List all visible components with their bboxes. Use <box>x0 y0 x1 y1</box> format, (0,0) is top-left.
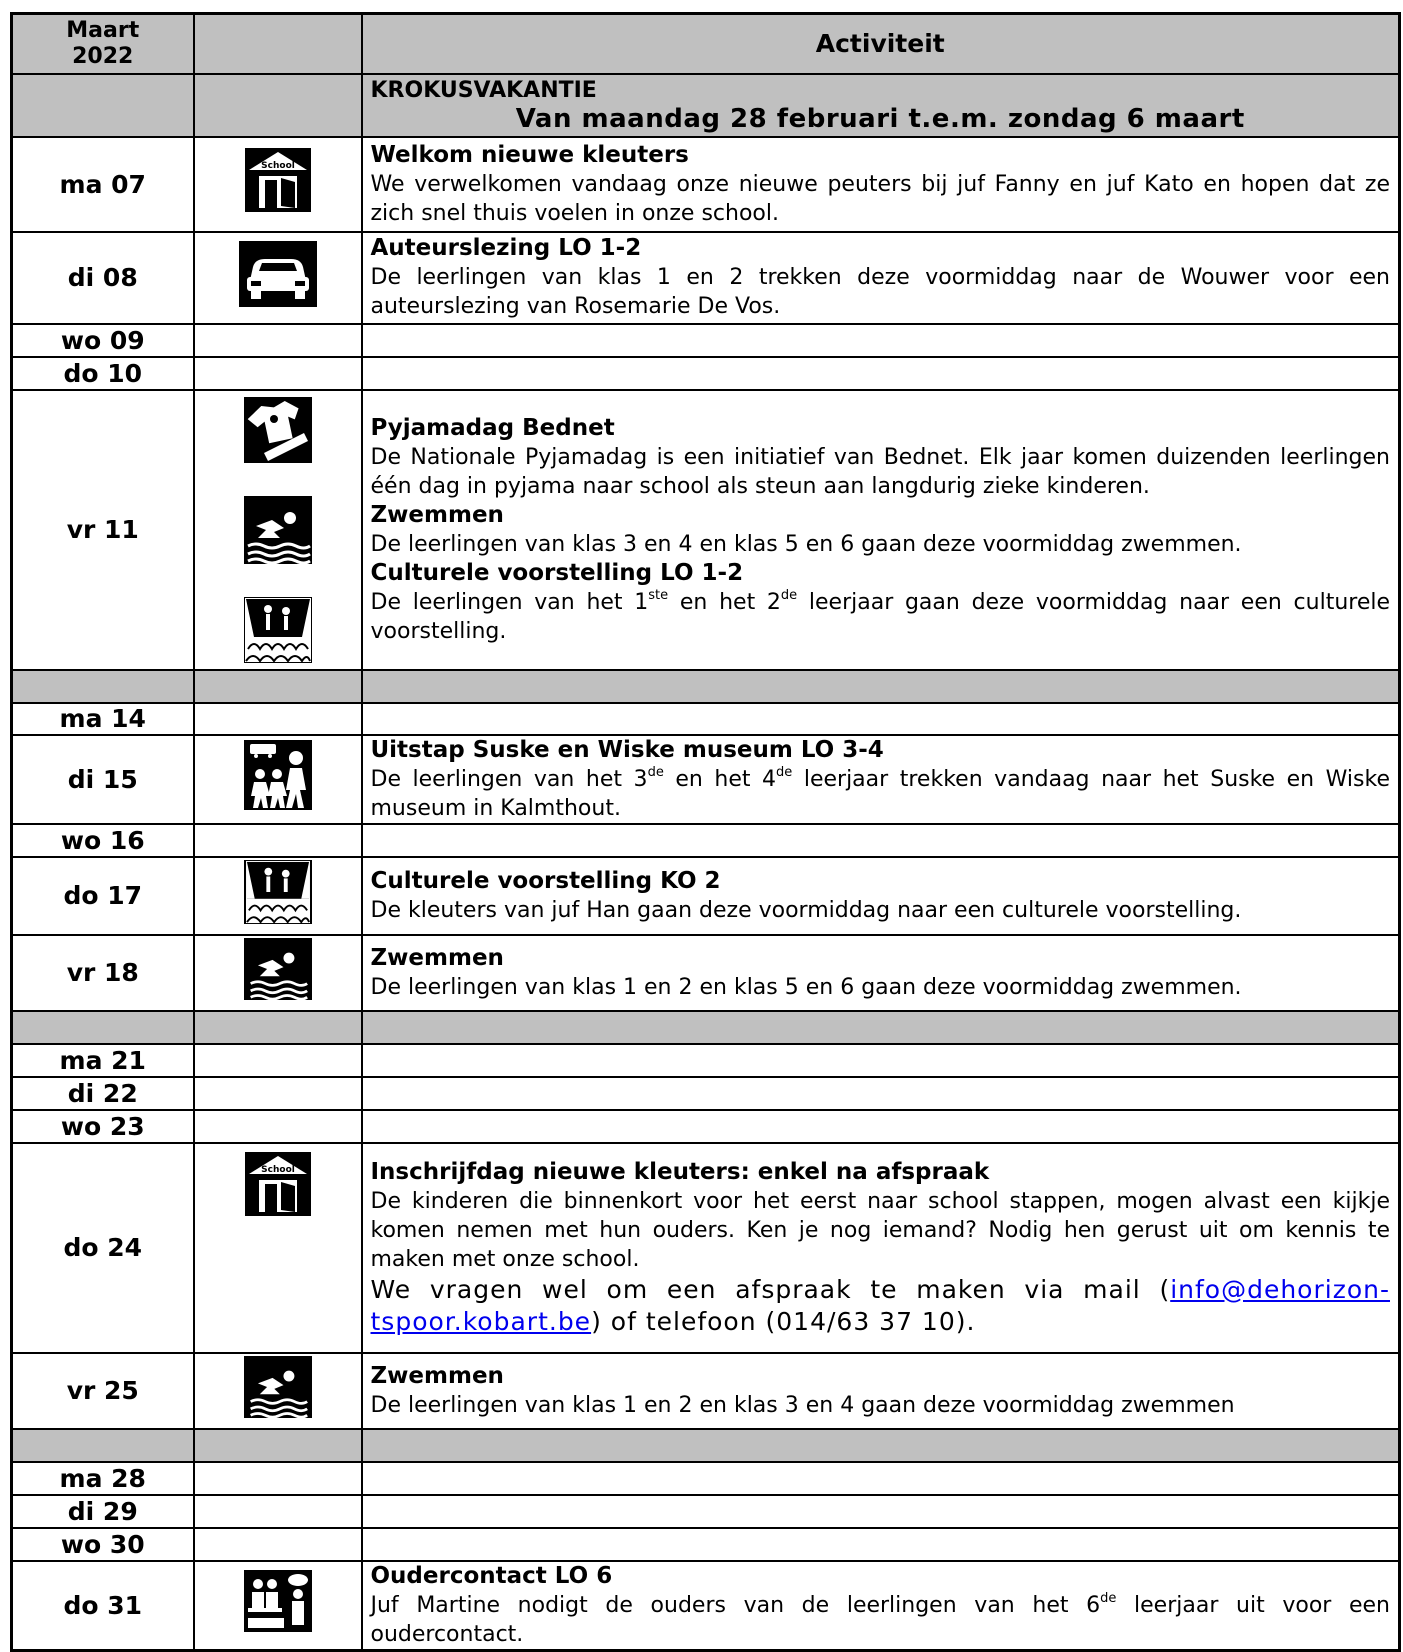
day-label: ma 07 <box>12 137 194 232</box>
activity-cell <box>362 1561 1400 1651</box>
grey-cell <box>12 670 194 703</box>
appointment-info <box>371 1274 1391 1338</box>
row-wo09 <box>12 324 1400 357</box>
activity-cell <box>362 857 1400 935</box>
week-separator <box>12 670 1400 703</box>
empty-cell <box>194 324 362 357</box>
ordinal-suffix: ste <box>648 588 669 604</box>
activity-calendar-table <box>10 12 1401 1652</box>
month-label: Maart <box>66 17 140 43</box>
activity-cell <box>362 1143 1400 1353</box>
row-di08 <box>12 232 1400 324</box>
swimming-icon <box>244 1356 312 1418</box>
krokus-row <box>12 74 1400 137</box>
row-ma14 <box>12 703 1400 735</box>
empty-cell <box>362 1044 1400 1077</box>
empty-cell <box>362 1077 1400 1110</box>
grey-cell <box>194 1429 362 1462</box>
row-di22 <box>12 1077 1400 1110</box>
grey-cell <box>362 1011 1400 1044</box>
grey-cell <box>12 1011 194 1044</box>
day-label: di 15 <box>12 735 194 824</box>
grey-cell <box>12 74 194 137</box>
week-separator <box>12 1429 1400 1462</box>
empty-cell <box>362 1495 1400 1528</box>
row-vr18 <box>12 935 1400 1011</box>
year-label: 2022 <box>72 43 134 69</box>
row-ma07 <box>12 137 1400 232</box>
row-do10 <box>12 357 1400 390</box>
grey-cell <box>12 1429 194 1462</box>
email-link[interactable]: info@dehorizon-tspoor.kobart.be <box>370 1274 1390 1336</box>
activity-title: Zwemmen <box>370 1362 504 1389</box>
ordinal-suffix: de <box>1100 1591 1117 1607</box>
empty-cell <box>194 1495 362 1528</box>
krokus-title: KROKUSVAKANTIE <box>370 78 597 103</box>
activity-description: De leerlingen van klas 3 en 4 en klas 5 en 6 gaan deze voormiddag zwemmen. <box>370 531 1242 557</box>
ordinal-suffix: de <box>780 588 798 604</box>
empty-cell <box>362 824 1400 857</box>
krokus-cell <box>362 74 1400 137</box>
text-part: De leerlingen van het 3 <box>370 766 648 792</box>
activity-description <box>371 1591 1391 1649</box>
icon-cell <box>194 935 362 1011</box>
activity-title: Oudercontact LO 6 <box>370 1562 613 1589</box>
header-row <box>12 14 1400 74</box>
activity-title: Culturele voorstelling LO 1-2 <box>370 559 744 586</box>
icon-cell <box>194 735 362 824</box>
row-ma28 <box>12 1462 1400 1495</box>
day-label: vr 18 <box>12 935 194 1011</box>
row-do24 <box>12 1143 1400 1353</box>
activity-header: Activiteit <box>362 14 1400 74</box>
activity-description <box>371 765 1391 823</box>
excursion-icon <box>244 740 312 810</box>
icon-cell <box>194 857 362 935</box>
row-vr25 <box>12 1353 1400 1429</box>
theater-icon <box>244 597 312 663</box>
school-icon <box>245 148 311 212</box>
icon-cell <box>194 137 362 232</box>
activity-description: De Nationale Pyjamadag is een initiatief van Bednet. Elk jaar komen duizenden leerlingen één dag in pyjama naar school als steun aan langdurig zieke kinderen. <box>370 444 1390 499</box>
empty-cell <box>194 357 362 390</box>
text-part: Juf Martine nodigt de ouders van de leerlingen van het 6 <box>370 1592 1101 1618</box>
empty-cell <box>362 703 1400 735</box>
day-label: di 29 <box>12 1495 194 1528</box>
grey-cell <box>194 74 362 137</box>
row-do31 <box>12 1561 1400 1651</box>
empty-cell <box>362 324 1400 357</box>
day-label: wo 30 <box>12 1528 194 1561</box>
empty-cell <box>194 1110 362 1143</box>
empty-cell <box>194 824 362 857</box>
ordinal-suffix: de <box>776 765 793 781</box>
krokus-subtitle: Van maandag 28 februari t.e.m. zondag 6 maart <box>515 104 1245 134</box>
day-label: di 08 <box>12 232 194 324</box>
empty-cell <box>194 1077 362 1110</box>
ordinal-suffix: de <box>647 765 664 781</box>
activity-description <box>371 588 1391 646</box>
empty-cell <box>362 1528 1400 1561</box>
empty-cell <box>362 357 1400 390</box>
svg-text:School: School <box>260 1164 295 1175</box>
row-di15 <box>12 735 1400 824</box>
grey-cell <box>362 670 1400 703</box>
svg-text:School: School <box>260 161 295 171</box>
parent-meeting-icon <box>244 1570 312 1632</box>
text-part: De leerlingen van het 1 <box>370 589 649 615</box>
empty-cell <box>362 1462 1400 1495</box>
day-label: ma 21 <box>12 1044 194 1077</box>
empty-cell <box>362 1110 1400 1143</box>
grey-cell <box>194 1011 362 1044</box>
day-label: do 31 <box>12 1561 194 1651</box>
activity-title: Auteurslezing LO 1-2 <box>370 235 642 261</box>
swimming-icon <box>244 938 312 1000</box>
activity-title: Zwemmen <box>370 944 504 971</box>
car-icon <box>239 241 317 307</box>
week-separator <box>12 1011 1400 1044</box>
day-label: vr 25 <box>12 1353 194 1429</box>
activity-description: We verwelkomen vandaag onze nieuwe peuters bij juf Fanny en juf Kato en hopen dat ze zich snel thuis voelen in onze school. <box>370 171 1390 226</box>
row-di29 <box>12 1495 1400 1528</box>
activity-description: De leerlingen van klas 1 en 2 trekken deze voormiddag naar de Wouwer voor een auteurslezing van Rosemarie De Vos. <box>370 265 1390 319</box>
text-part: We vragen wel om een afspraak te maken via mail ( <box>370 1274 1171 1304</box>
text-part: leerjaar uit voor een oudercontact. <box>370 1592 1390 1647</box>
row-ma21 <box>12 1044 1400 1077</box>
activity-cell <box>362 1353 1400 1429</box>
row-wo16 <box>12 824 1400 857</box>
text-part: ) of telefoon (014/63 37 10). <box>591 1306 976 1336</box>
day-label: ma 14 <box>12 703 194 735</box>
empty-cell <box>194 1044 362 1077</box>
icon-cell <box>194 1143 362 1353</box>
text-part: leerjaar gaan deze voormiddag naar een culturele voorstelling. <box>370 589 1391 644</box>
grey-cell <box>194 670 362 703</box>
day-label: vr 11 <box>12 390 194 670</box>
theater-icon <box>244 860 312 924</box>
day-label: wo 23 <box>12 1110 194 1143</box>
pyjama-icon <box>244 397 312 463</box>
activity-title: Inschrijfdag nieuwe kleuters: enkel na afspraak <box>370 1158 990 1185</box>
icon-cell <box>194 390 362 670</box>
day-label: ma 28 <box>12 1462 194 1495</box>
day-label: wo 16 <box>12 824 194 857</box>
row-wo23 <box>12 1110 1400 1143</box>
row-wo30 <box>12 1528 1400 1561</box>
text-part: en het 4 <box>663 766 777 792</box>
activity-cell <box>362 390 1400 670</box>
row-vr11 <box>12 390 1400 670</box>
day-label: di 22 <box>12 1077 194 1110</box>
activity-cell <box>362 232 1400 324</box>
icon-cell <box>194 1561 362 1651</box>
empty-cell <box>194 1462 362 1495</box>
activity-title: Uitstap Suske en Wiske museum LO 3-4 <box>370 736 884 763</box>
activity-description: De leerlingen van klas 1 en 2 en klas 5 en 6 gaan deze voormiddag zwemmen. <box>370 974 1242 1000</box>
activity-description: De kleuters van juf Han gaan deze voormiddag naar een culturele voorstelling. <box>370 897 1242 923</box>
activity-cell <box>362 735 1400 824</box>
grey-cell <box>362 1429 1400 1462</box>
icon-cell <box>194 1353 362 1429</box>
icon-cell <box>194 232 362 324</box>
day-label: do 17 <box>12 857 194 935</box>
activity-cell <box>362 137 1400 232</box>
empty-cell <box>194 1528 362 1561</box>
activity-title: Pyjamadag Bednet <box>370 414 615 441</box>
school-icon <box>245 1152 311 1216</box>
month-header <box>12 14 194 74</box>
activity-title: Culturele voorstelling KO 2 <box>370 867 721 894</box>
day-label: do 10 <box>12 357 194 390</box>
icon-header <box>194 14 362 74</box>
activity-description: De kinderen die binnenkort voor het eerst naar school stappen, mogen alvast een kijkje komen nemen met hun ouders. Ken je nog iemand? Nodig hen gerust uit om kennis te maken met onze school. <box>370 1188 1390 1272</box>
calendar-sheet <box>10 12 1401 1652</box>
activity-title: Zwemmen <box>370 501 504 528</box>
day-label: do 24 <box>12 1143 194 1353</box>
text-part: en het 2 <box>668 589 781 615</box>
activity-description: De leerlingen van klas 1 en 2 en klas 3 en 4 gaan deze voormiddag zwemmen <box>370 1392 1235 1418</box>
empty-cell <box>194 703 362 735</box>
swimming-icon <box>244 496 312 564</box>
row-do17 <box>12 857 1400 935</box>
activity-cell <box>362 935 1400 1011</box>
text-part: leerjaar trekken vandaag naar het Suske en Wiske museum in Kalmthout. <box>370 766 1390 821</box>
day-label: wo 09 <box>12 324 194 357</box>
activity-title: Welkom nieuwe kleuters <box>370 141 689 168</box>
